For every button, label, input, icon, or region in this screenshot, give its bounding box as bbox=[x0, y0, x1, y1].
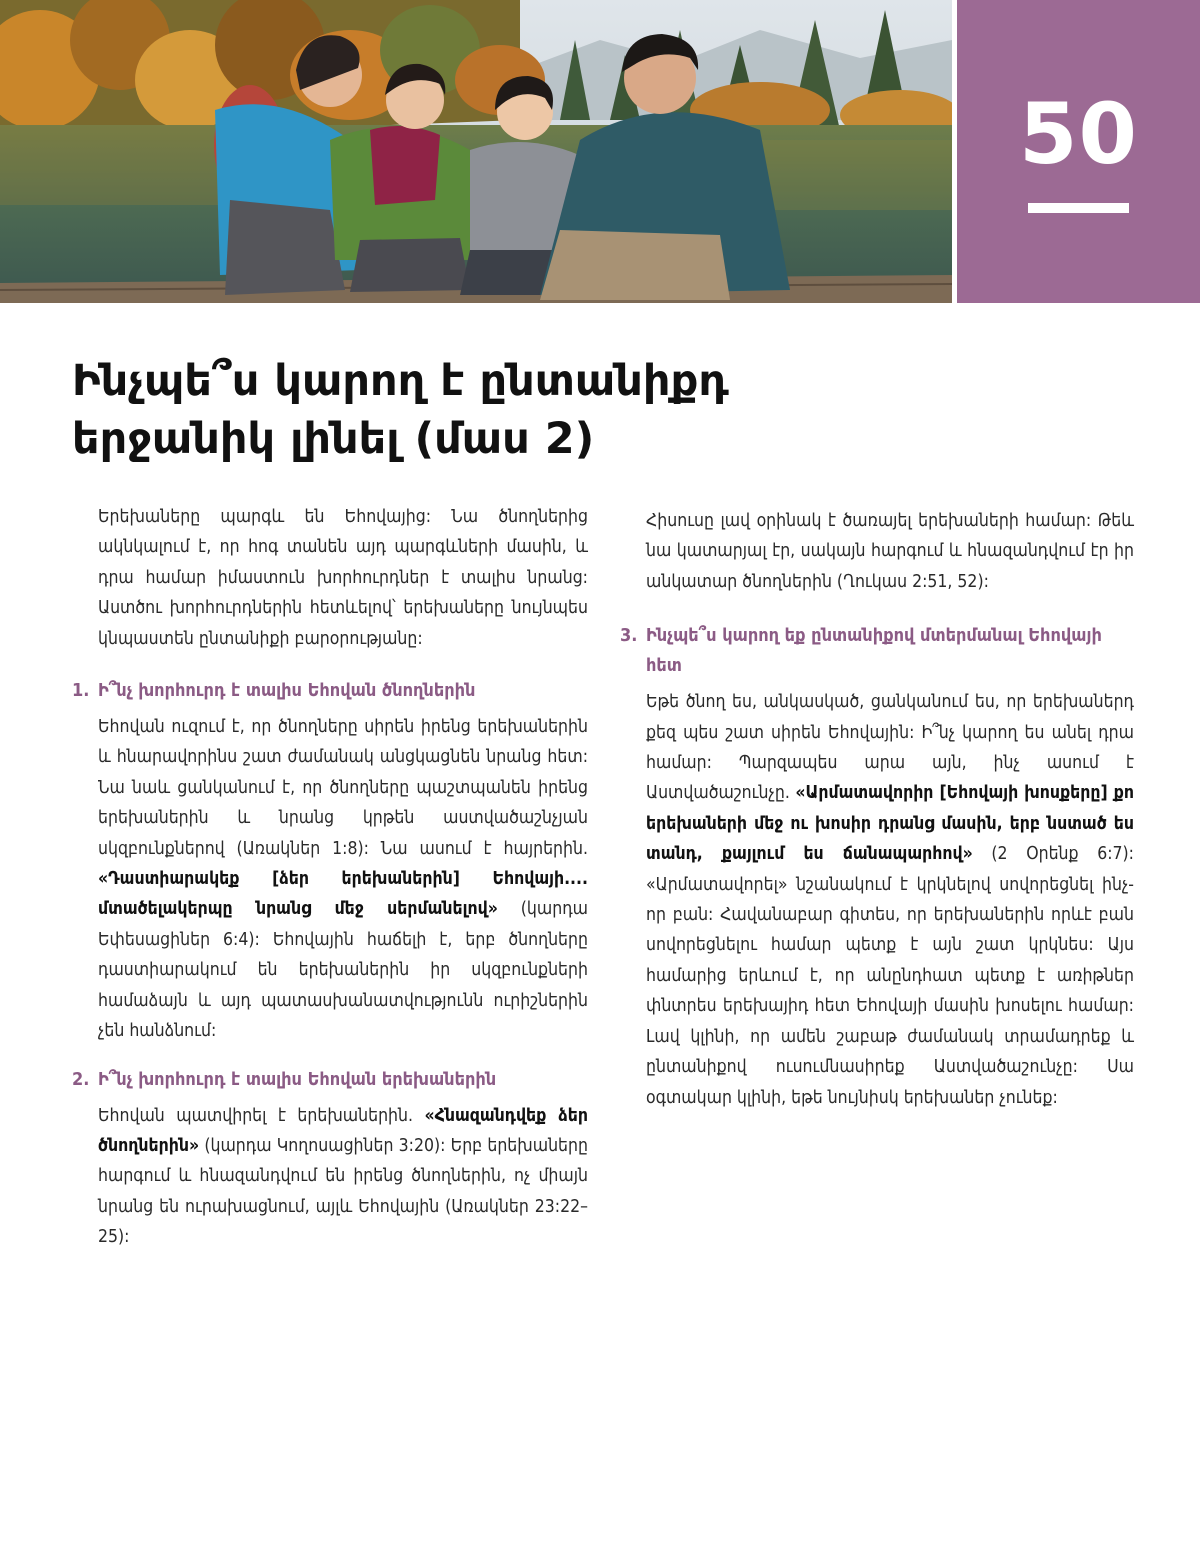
section-3-paragraph bbox=[646, 687, 1134, 1113]
section-3-heading bbox=[620, 621, 1134, 681]
lesson-number-box bbox=[957, 0, 1200, 303]
section-1-text-a: Եհովան ուզում է, որ ծնողները սիրեն իրենց երեխաներին և հնարավորինս շատ ժամանակ անցկացնեն նրանց հետ: Նա նաև ցանկանում է, որ ծնողները պաշտպանեն իրենց երեխաներին և նրանց կրթեն աստվածաշնչյան սկզբունքներով (Առակներ 1:8): Նա ասում է հայրերին. bbox=[98, 717, 588, 859]
section-3-number: 3. bbox=[620, 625, 638, 647]
section-1-paragraph bbox=[98, 712, 588, 1046]
section-3-quote: «Արմատավորիր [Եհովայի խոսքերը] քո երեխաների մեջ ու խոսիր դրանց մասին, երբ նստած ես տանդ, քայլում ես ճանապարհով» bbox=[646, 783, 1135, 865]
intro-paragraph: Երեխաները պարգև են Եհովայից: Նա ծնողներից ակնկալում է, որ հոգ տանեն այդ պարգևների մասին, և դրա համար իմաստուն խորհուրդներ է տալիս նրանց: Աստծու խորհուրդներին հետևելով՝ երեխաները նույնպես կնպաստեն ընտանիքի բարօրությանը: bbox=[98, 507, 588, 649]
page-title: Ինչպե՞ս կարող է ընտանիքդ երջանիկ լինել (մաս 2) bbox=[72, 356, 729, 464]
hero-photo bbox=[0, 0, 952, 303]
left-column bbox=[72, 502, 588, 1253]
section-2-text-b: (կարդա Կողոսացիներ 3:20): Երբ երեխաները հարգում և հնազանդվում են իրենց ծնողներին, ոչ միայն նրանց են ուրախացնում, այլև Եհովային (Առակներ 23:22–25): bbox=[98, 1135, 588, 1248]
lesson-number-underline bbox=[1028, 203, 1129, 213]
section-3-text-b: (2 Օրենք 6:7): «Արմատավորել» նշանակում է կրկնելով սովորեցնել ինչ-որ բան: Հավանաբար գիտես, որ երեխաներին որևէ բան սովորեցնելու համար պետք է այն շատ կրկնես: Այս համարից երևում է, որ անընդհատ պետք է առիթներ փնտրես երեխայիդ հետ Եհովայի մասին խոսելու համար: Լավ կլինի, որ ամեն շաբաթ ժամանակ տրամադրեք և ընտանիքով ուսումնասիրեք Աստվածաշունչը: Սա օգտակար կլինի, եթե նույնիսկ երեխաներ չունեք: bbox=[646, 844, 1134, 1108]
section-2-paragraph bbox=[98, 1101, 588, 1253]
section-2-paragraph-continued: Հիսուսը լավ օրինակ է ծառայել երեխաների համար: Թեև նա կատարյալ էր, սակայն հարգում և հնազանդվում էր իր անկատար ծնողներին (Ղուկաս 2:51, 52): bbox=[646, 511, 1134, 592]
section-2-number: 2. bbox=[72, 1068, 90, 1090]
section-1-heading bbox=[72, 676, 588, 706]
section-1-number: 1. bbox=[72, 680, 90, 702]
section-1-question: Ի՞նչ խորհուրդ է տալիս Եհովան ծնողներին bbox=[98, 680, 476, 702]
right-column bbox=[620, 506, 1135, 1113]
section-3-text-a: Եթե ծնող ես, անկասկած, ցանկանում ես, որ երեխաներդ քեզ պես շատ սիրեն Եհովային: Ի՞նչ կարող ես անել դրա համար: Պարզապես արա այն, ինչ ասում է Աստվածաշունչը. bbox=[646, 692, 1134, 804]
lesson-number: 50 bbox=[1019, 85, 1138, 183]
section-2-quote: «Հնազանդվեք ձեր ծնողներին» bbox=[98, 1105, 588, 1156]
section-2-heading bbox=[72, 1065, 588, 1095]
section-2-question: Ի՞նչ խորհուրդ է տալիս Եհովան երեխաներին bbox=[98, 1068, 497, 1090]
family-photo-illustration bbox=[0, 0, 952, 303]
section-1-quote: «Դաստիարակեք [ձեր երեխաներին] Եհովայի.... մտածելակերպը նրանց մեջ սերմանելով» bbox=[98, 869, 588, 920]
section-3-question: Ինչպե՞ս կարող եք ընտանիքով մտերմանալ Եհովայի հետ bbox=[646, 625, 1102, 677]
section-2-text-a: Եհովան պատվիրել է երեխաներին. bbox=[98, 1105, 425, 1126]
section-1-text-b: (կարդա Եփեսացիներ 6:4): Եհովային հաճելի է, երբ ծնողները դաստիարակում են երեխաներին իր սկզբունքների համաձայն և այդ պատասխանատվությունն ուրիշներին չեն հանձնում: bbox=[98, 899, 588, 1042]
